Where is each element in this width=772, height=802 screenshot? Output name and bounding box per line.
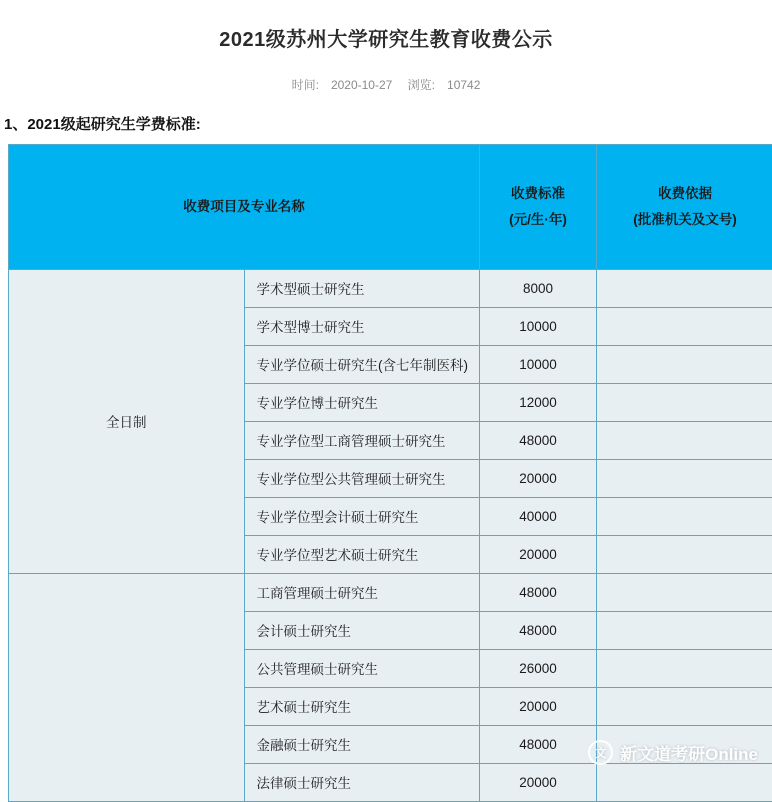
cell-fee-standard: 20000 xyxy=(480,763,597,801)
cell-item-name: 艺术硕士研究生 xyxy=(244,687,480,725)
cell-fee-basis xyxy=(597,611,772,649)
cell-fee-standard: 10000 xyxy=(480,307,597,345)
date-value: 2020-10-27 xyxy=(331,78,392,92)
cell-item-name: 学术型博士研究生 xyxy=(244,307,480,345)
cell-fee-basis xyxy=(597,459,772,497)
cell-fee-basis xyxy=(597,687,772,725)
cell-item-name: 会计硕士研究生 xyxy=(244,611,480,649)
cell-fee-standard: 20000 xyxy=(480,535,597,573)
column-header-standard-line1: 收费标准 xyxy=(481,181,595,207)
cell-item-name: 金融硕士研究生 xyxy=(244,725,480,763)
column-header-basis xyxy=(597,144,772,269)
views-value: 10742 xyxy=(447,78,480,92)
column-header-name: 收费项目及专业名称 xyxy=(9,144,480,269)
cell-fee-basis xyxy=(597,535,772,573)
document-page xyxy=(0,13,772,801)
table-body xyxy=(9,269,772,801)
cell-fee-standard: 10000 xyxy=(480,345,597,383)
cell-item-name: 专业学位型工商管理硕士研究生 xyxy=(244,421,480,459)
table-header-row xyxy=(9,144,772,269)
cell-fee-standard: 20000 xyxy=(480,459,597,497)
cell-fee-basis xyxy=(597,421,772,459)
cell-item-name: 公共管理硕士研究生 xyxy=(244,649,480,687)
column-header-standard-line2: (元/生·年) xyxy=(481,207,595,233)
cell-fee-standard: 12000 xyxy=(480,383,597,421)
cell-fee-standard: 40000 xyxy=(480,497,597,535)
date-label: 时间: xyxy=(292,78,319,92)
cell-fee-standard: 48000 xyxy=(480,421,597,459)
cell-item-name: 学术型硕士研究生 xyxy=(244,269,480,307)
cell-fee-basis xyxy=(597,763,772,801)
cell-fee-standard: 48000 xyxy=(480,611,597,649)
table-row xyxy=(9,269,772,307)
cell-fee-basis xyxy=(597,269,772,307)
cell-fee-basis xyxy=(597,497,772,535)
cell-fee-basis xyxy=(597,725,772,763)
column-header-basis-line1: 收费依据 xyxy=(598,181,772,207)
page-title: 2021级苏州大学研究生教育收费公示 xyxy=(0,13,772,62)
cell-fee-basis xyxy=(597,307,772,345)
watermark-text: 新文道考研Online xyxy=(620,740,758,765)
table-header xyxy=(9,144,772,269)
document-meta xyxy=(0,76,772,109)
fee-table xyxy=(8,144,772,802)
category-label: 全日制 xyxy=(9,269,245,573)
cell-item-name: 工商管理硕士研究生 xyxy=(244,573,480,611)
cell-item-name: 法律硕士研究生 xyxy=(244,763,480,801)
cell-item-name: 专业学位博士研究生 xyxy=(244,383,480,421)
cell-item-name: 专业学位型会计硕士研究生 xyxy=(244,497,480,535)
cell-fee-basis xyxy=(597,383,772,421)
category-label xyxy=(9,573,245,801)
cell-item-name: 专业学位硕士研究生(含七年制医科) xyxy=(244,345,480,383)
cell-fee-basis xyxy=(597,573,772,611)
table-row xyxy=(9,573,772,611)
watermark-badge-icon: 文 xyxy=(588,740,613,765)
column-header-standard xyxy=(480,144,597,269)
cell-fee-standard: 48000 xyxy=(480,725,597,763)
cell-fee-standard: 26000 xyxy=(480,649,597,687)
cell-fee-basis xyxy=(597,649,772,687)
cell-item-name: 专业学位型公共管理硕士研究生 xyxy=(244,459,480,497)
cell-fee-basis xyxy=(597,345,772,383)
cell-fee-standard: 8000 xyxy=(480,269,597,307)
cell-fee-standard: 20000 xyxy=(480,687,597,725)
cell-fee-standard: 48000 xyxy=(480,573,597,611)
cell-item-name: 专业学位型艺术硕士研究生 xyxy=(244,535,480,573)
column-header-basis-line2: (批准机关及文号) xyxy=(598,207,772,233)
section-heading: 1、2021级起研究生学费标准: xyxy=(0,109,772,144)
views-label: 浏览: xyxy=(408,78,435,92)
